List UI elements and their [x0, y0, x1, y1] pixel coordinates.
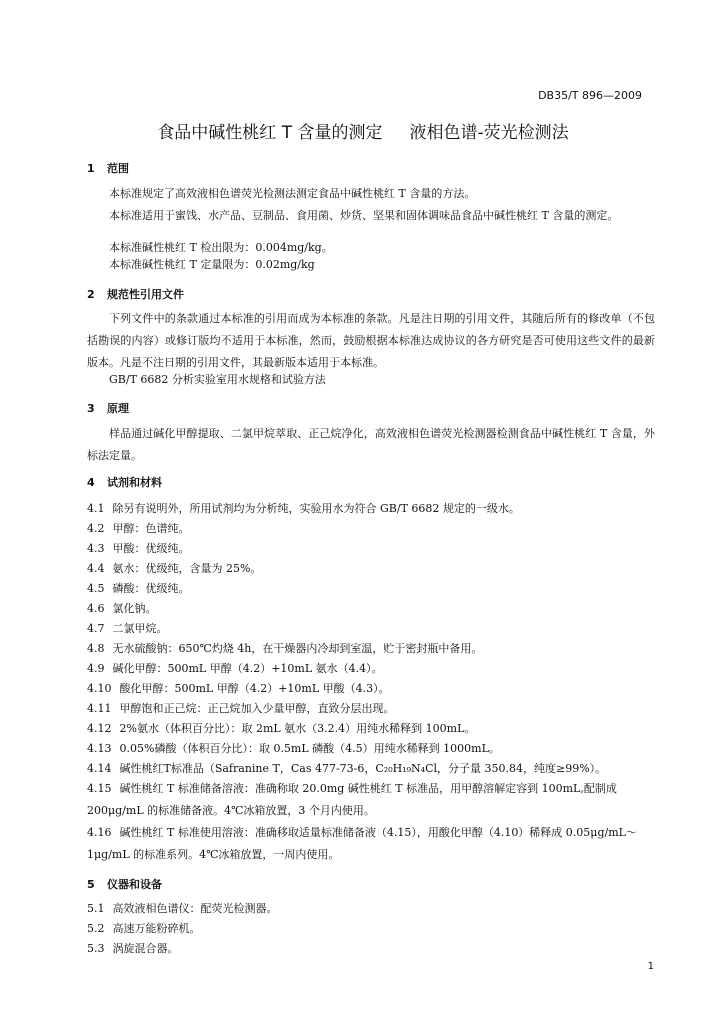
item-text: 高效液相色谱仪：配荧光检测器。: [112, 902, 278, 915]
item-number: 4.11: [87, 702, 112, 715]
section-title: 规范性引用文件: [107, 288, 184, 301]
list-item: [87, 678, 655, 700]
item-text: 酸化甲醇：500mL 甲醇（4.2）+10mL 甲酸（4.3）。: [119, 682, 390, 695]
item-text: 氨水：优级纯，含量为 25%。: [112, 562, 262, 575]
section-title: 试剂和材料: [107, 476, 162, 489]
item-number: 4.7: [87, 622, 105, 635]
item-text: 碱化甲醇：500mL 甲醇（4.2）+10mL 氨水（4.4）。: [112, 662, 383, 675]
list-item: [87, 498, 655, 520]
section-number: 1: [87, 162, 95, 175]
paragraph: 本标准碱性桃红 T 定量限为：0.02mg/kg: [109, 258, 315, 271]
item-number: 4.9: [87, 662, 105, 675]
item-text: 0.05%磷酸（体积百分比）：取 0.5mL 磷酸（4.5）用纯水稀释到 1000mL。: [119, 742, 500, 755]
list-item: [87, 778, 655, 822]
item-number: 4.2: [87, 522, 105, 535]
document-title: 食品中碱性桃红 T 含量的测定 液相色谱-荧光检测法: [157, 123, 569, 143]
item-number: 4.6: [87, 602, 105, 615]
item-number: 4.12: [87, 722, 112, 735]
item-text: 甲醇饱和正己烷：正己烷加入少量甲醇，直致分层出现。: [119, 702, 395, 715]
section-heading: [87, 400, 129, 416]
paragraph: 本标准碱性桃红 T 检出限为：0.004mg/kg。: [109, 241, 333, 254]
section-title: 范围: [107, 162, 129, 175]
list-item: [87, 518, 655, 540]
section-number: 5: [87, 878, 95, 891]
item-number: 4.3: [87, 542, 105, 555]
item-number: 5.2: [87, 922, 105, 935]
section-number: 3: [87, 402, 95, 415]
item-text: 二氯甲烷。: [112, 622, 168, 635]
page-number: 1: [647, 961, 654, 972]
document-code: DB35/T 896—2009: [538, 89, 642, 102]
list-item: [87, 718, 655, 740]
list-item: [87, 918, 655, 940]
item-number: 4.13: [87, 742, 112, 755]
paragraph: 样品通过碱化甲醇提取、二氯甲烷萃取、正己烷净化，高效液相色谱荧光检测器检测食品中碱性桃红 T 含量，外标法定量。: [87, 427, 655, 462]
list-item: [87, 758, 655, 780]
paragraph: 本标准适用于蜜饯、水产品、豆制品、食用菌、炒货、坚果和固体调味品食品中碱性桃红 T 含量的测定。: [109, 209, 619, 222]
item-text: 无水硫酸钠：650℃灼烧 4h，在干燥器内冷却到室温，贮于密封瓶中备用。: [112, 642, 483, 655]
item-number: 5.3: [87, 942, 105, 955]
item-text: 高速万能粉碎机。: [112, 922, 201, 935]
item-number: 4.15: [87, 782, 112, 795]
list-item: [87, 938, 655, 960]
item-number: 4.14: [87, 762, 112, 775]
list-item: [87, 538, 655, 560]
section-number: 2: [87, 288, 95, 301]
item-number: 4.8: [87, 642, 105, 655]
item-text: 2%氨水（体积百分比）：取 2mL 氨水（3.2.4）用纯水稀释到 100mL。: [119, 722, 476, 735]
paragraph: 本标准规定了高效液相色谱荧光检测法测定食品中碱性桃红 T 含量的方法。: [109, 187, 476, 200]
list-item: [87, 738, 655, 760]
section-heading: [87, 160, 129, 176]
section-heading: [87, 876, 162, 892]
item-number: 4.1: [87, 502, 105, 515]
item-text: 涡旋混合器。: [112, 942, 179, 955]
item-text: 碱性桃红 T 标准储备溶液：准确称取 20.0mg 碱性桃红 T 标准品，用甲醇溶解定容到 100mL,配制成 200μg/mL 的标准储备液。4℃冰箱放置，3 个月内使用。: [87, 782, 617, 817]
list-item: [87, 698, 655, 720]
item-text: 除另有说明外，所用试剂均为分析纯，实验用水为符合 GB/T 6682 规定的一级水。: [112, 502, 520, 515]
item-number: 4.10: [87, 682, 112, 695]
paragraph: 下列文件中的条款通过本标准的引用而成为本标准的条款。凡是注日期的引用文件，其随后所有的修改单（不包括勘误的内容）或修订版均不适用于本标准，然而，鼓励根据本标准达成协议的各方研究是否可使用这些文件的最新版本。凡是不注日期的引用文件，其最新版本适用于本标准。: [87, 312, 655, 369]
list-item: [87, 598, 655, 620]
item-text: 碱性桃红 T 标准使用溶液：准确移取适量标准储备液（4.15），用酸化甲醇（4.10）稀释成 0.05μg/mL～1μg/mL 的标准系列。4℃冰箱放置，一周内使用。: [87, 826, 637, 861]
item-text: 甲酸：优级纯。: [112, 542, 190, 555]
list-item: [87, 898, 655, 920]
section-number: 4: [87, 476, 95, 489]
list-item: [87, 558, 655, 580]
reference-item: GB/T 6682 分析实验室用水规格和试验方法: [109, 373, 326, 386]
item-number: 4.4: [87, 562, 105, 575]
list-item: [87, 618, 655, 640]
item-number: 4.16: [87, 826, 112, 839]
list-item: [87, 822, 655, 866]
item-text: 甲醇：色谱纯。: [112, 522, 190, 535]
section-heading: [87, 474, 162, 490]
item-text: 磷酸：优级纯。: [112, 582, 190, 595]
list-item: [87, 638, 655, 660]
section-heading: [87, 286, 184, 302]
section-title: 仪器和设备: [107, 878, 162, 891]
item-number: 4.5: [87, 582, 105, 595]
item-number: 5.1: [87, 902, 105, 915]
list-item: [87, 658, 655, 680]
section-title: 原理: [107, 402, 129, 415]
item-text: 氯化钠。: [112, 602, 157, 615]
item-text: 碱性桃红T标准品（Safranine T，Cas 477-73-6，C₂₀H₁₉N₄Cl，分子量 350.84，纯度≥99%）。: [119, 762, 607, 775]
list-item: [87, 578, 655, 600]
